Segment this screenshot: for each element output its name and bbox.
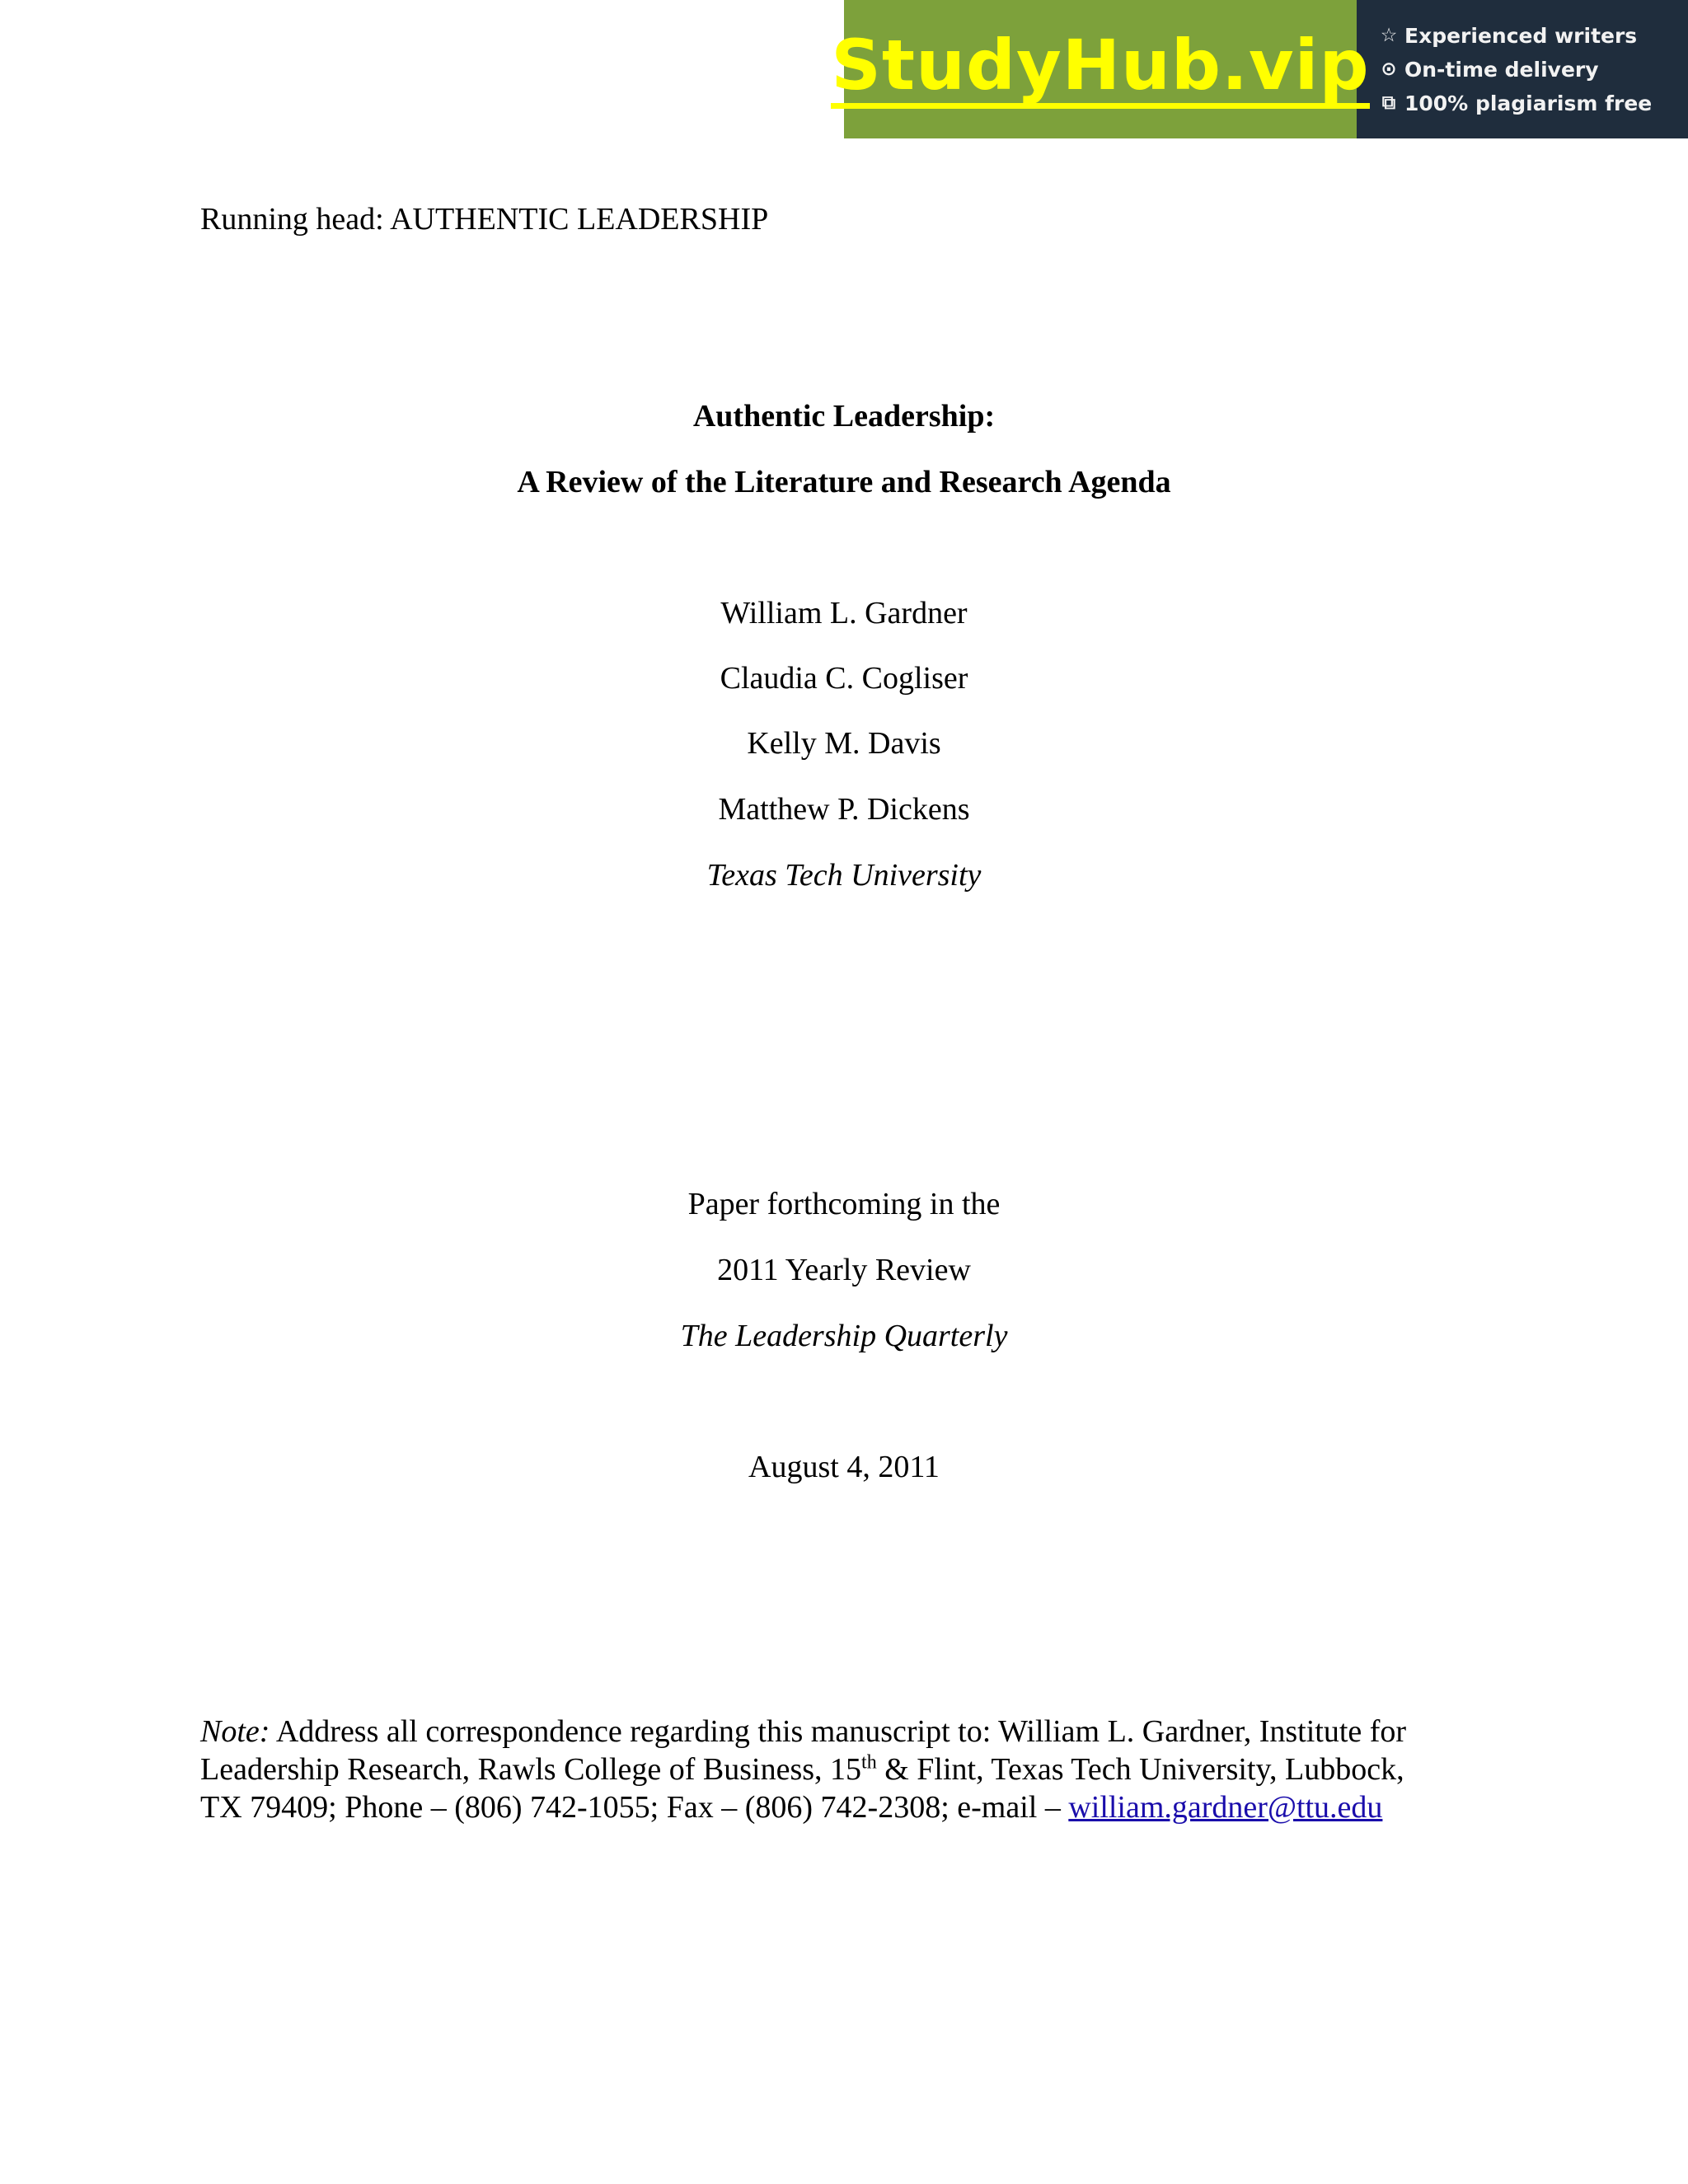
ad-banner[interactable] [831, 0, 1688, 138]
running-head: Running head: AUTHENTIC LEADERSHIP [200, 202, 769, 237]
note-text-3: TX 79409; Phone – (806) 742-1055; Fax – (806) 742-2308; e-mail – [200, 1790, 1069, 1825]
banner-brand-logo: StudyHub.vip [831, 30, 1369, 109]
banner-feature-label: On-time delivery [1404, 57, 1599, 82]
note-text-1: Address all correspondence regarding this manuscript to: William L. Gardner, Institute for [270, 1714, 1407, 1749]
author-3: Kelly M. Davis [747, 726, 941, 761]
publication-line-2: 2011 Yearly Review [717, 1253, 971, 1287]
copy-icon: ⧉ [1381, 92, 1396, 114]
affiliation: Texas Tech University [706, 858, 982, 893]
publication-line-1: Paper forthcoming in the [687, 1187, 1001, 1221]
author-1: William L. Gardner [720, 596, 968, 630]
title-line-1: Authentic Leadership: [692, 399, 996, 434]
document-date: August 4, 2011 [748, 1450, 940, 1484]
email-link[interactable]: william.gardner@ttu.edu [1068, 1790, 1383, 1825]
note-superscript: th [861, 1751, 877, 1774]
clock-icon: ⊙ [1381, 59, 1397, 80]
note-line-2 [200, 1750, 1503, 1788]
note-text-2a: Leadership Research, Rawls College of Business, 15 [200, 1752, 862, 1787]
banner-features-panel [1357, 0, 1688, 138]
banner-feature-label: 100% plagiarism free [1404, 91, 1653, 115]
title-line-2: A Review of the Literature and Research Agenda [517, 465, 1171, 499]
banner-feature-writers [1378, 19, 1688, 53]
banner-feature-plagiarism [1378, 87, 1688, 120]
note-text-2b: & Flint, Texas Tech University, Lubbock, [876, 1752, 1404, 1787]
banner-feature-delivery [1378, 53, 1688, 87]
star-icon: ☆ [1380, 25, 1398, 46]
author-2: Claudia C. Cogliser [720, 661, 968, 696]
banner-brand-panel [831, 0, 1370, 138]
correspondence-note [200, 1713, 1503, 1826]
note-label: Note: [200, 1714, 270, 1749]
journal-name: The Leadership Quarterly [680, 1319, 1008, 1353]
note-line-1 [200, 1713, 1503, 1750]
banner-feature-label: Experienced writers [1404, 23, 1638, 48]
note-line-3 [200, 1788, 1503, 1826]
author-4: Matthew P. Dickens [718, 792, 970, 827]
